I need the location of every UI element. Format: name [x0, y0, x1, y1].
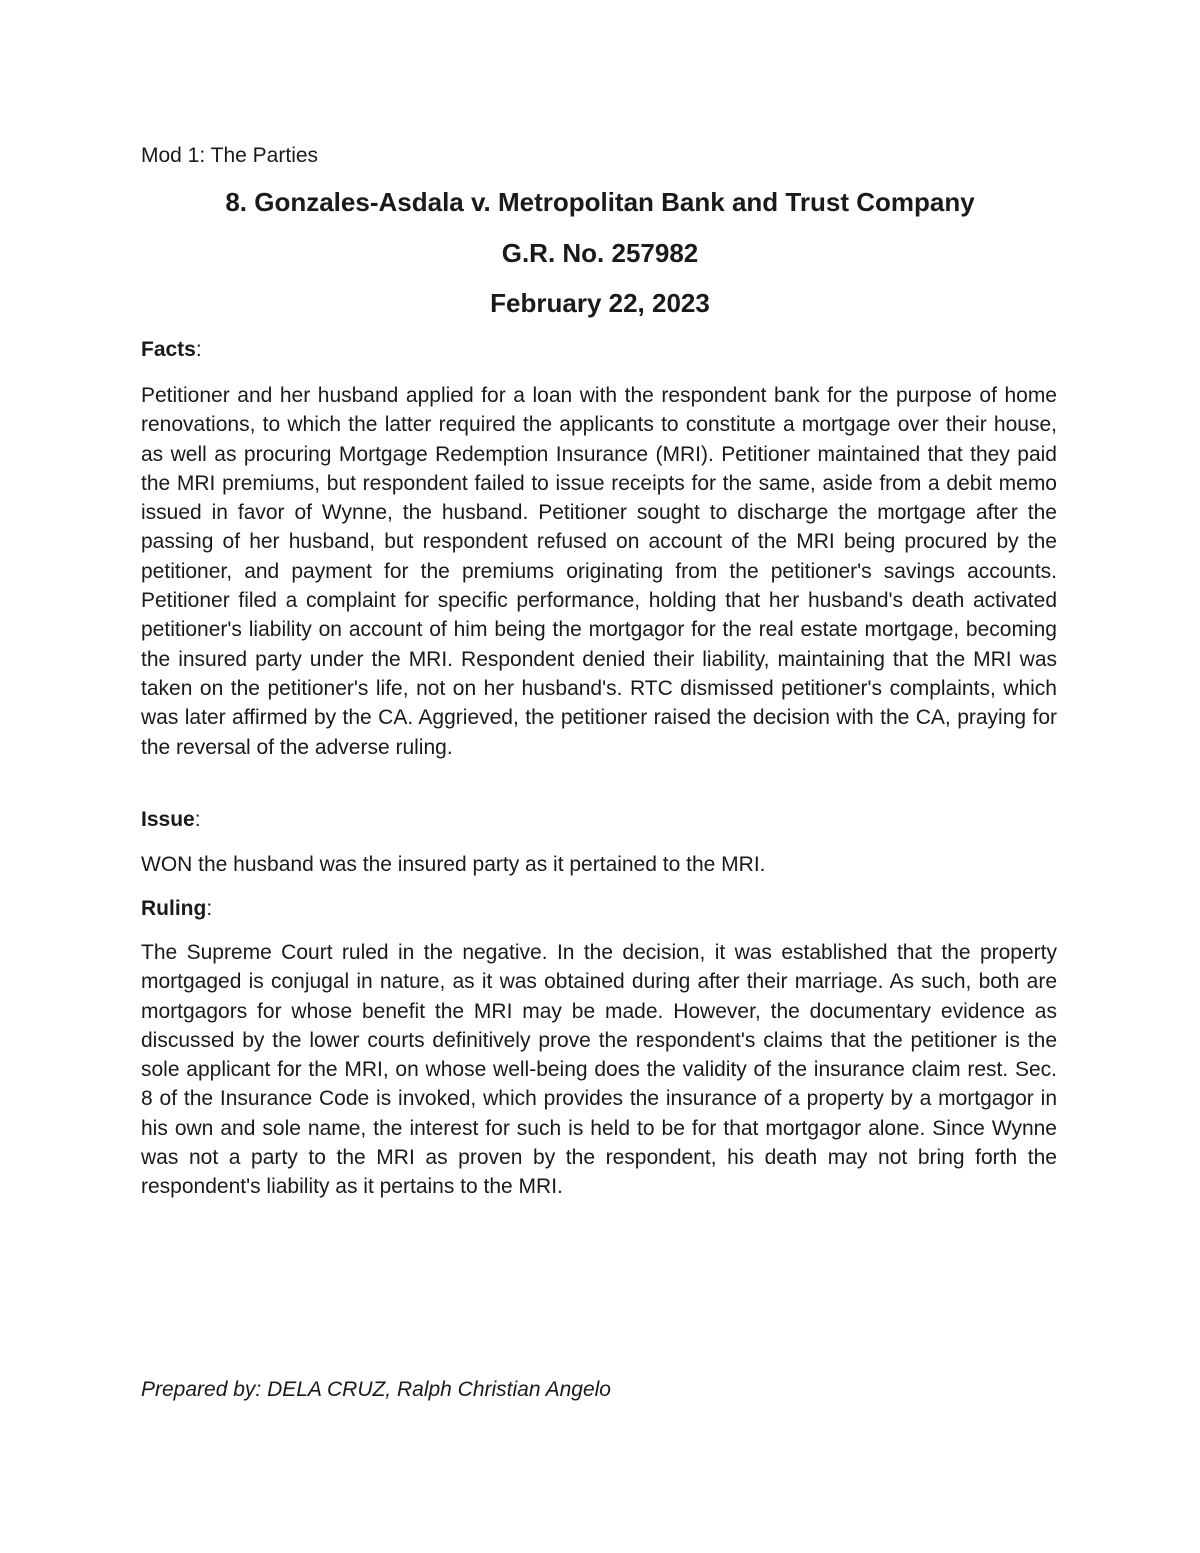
facts-heading: Facts:: [141, 338, 202, 361]
case-date: February 22, 2023: [490, 288, 710, 318]
issue-heading: Issue:: [141, 808, 201, 831]
module-label: Mod 1: The Parties: [141, 144, 319, 167]
case-title: 8. Gonzales-Asdala v. Metropolitan Bank and Trust Company: [225, 187, 975, 217]
issue-body: WON the husband was the insured party as it pertained to the MRI.: [141, 853, 766, 876]
ruling-body: The Supreme Court ruled in the negative. In the decision, it was established that the property mortgaged is conjugal in nature, as it was obtained during after their marriage. As such, both are mortgagors for whose benefit the MRI may be made. However, the documentary evidence as discussed by the lower courts definitively prove the respondent's claims that the petitioner is the sole applicant for the MRI, on whose well-being does the validity of the insurance claim rest. Sec. 8 of the Insurance Code is invoked, which provides the insurance of a property by a mortgagor in his own and sole name, the interest for such is held to be for that mortgagor alone. Since Wynne was not a party to the MRI as proven by the respondent, his death may not bring forth the respondent's liability as it pertains to the MRI.: [141, 941, 1057, 1199]
issue-heading-label: Issue: [141, 808, 195, 831]
ruling-heading-label: Ruling: [141, 897, 207, 920]
ruling-heading: Ruling:: [141, 897, 213, 920]
gr-number: G.R. No. 257982: [501, 238, 699, 268]
facts-body: Petitioner and her husband applied for a loan with the respondent bank for the purpose of home renovations, to which the latter required the applicants to constitute a mortgage over their house, as well as procuring Mortgage Redemption Insurance (MRI). Petitioner maintained that they paid the MRI premiums, but respondent failed to issue receipts for the same, aside from a debit memo issued in favor of Wynne, the husband. Petitioner sought to discharge the mortgage after the passing of her husband, but respondent refused on account of the MRI being procured by the petitioner, and payment for the premiums originating from the petitioner's savings accounts. Petitioner filed a complaint for specific performance, holding that her husband's death activated petitioner's liability on account of him being the mortgagor for the real estate mortgage, becoming the insured party under the MRI. Respondent denied their liability, maintaining that the MRI was taken on the petitioner's life, not on her husband's. RTC dismissed petitioner's complaints, which was later affirmed by the CA. Aggrieved, the petitioner raised the decision with the CA, praying for the reversal of the adverse ruling.: [141, 384, 1057, 759]
prepared-by: Prepared by: DELA CRUZ, Ralph Christian Angelo: [141, 1378, 611, 1401]
facts-heading-label: Facts: [141, 338, 196, 361]
